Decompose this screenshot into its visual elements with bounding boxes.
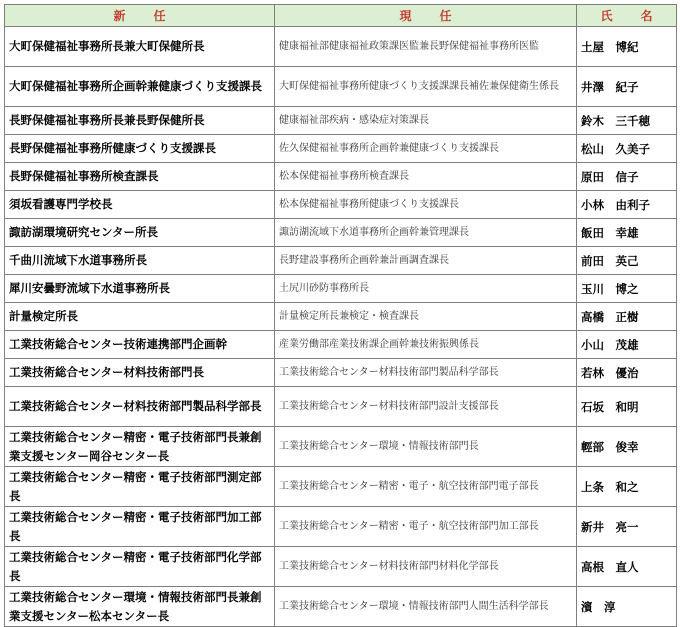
new-post-cell: 犀川安曇野流域下水道事務所長 (5, 275, 275, 303)
new-post-cell: 大町保健福祉事務所長兼大町保健所長 (5, 27, 275, 67)
person-name-cell: 高橋 正樹 (577, 303, 677, 331)
table-row (5, 135, 677, 163)
person-name-cell: 輕部 俊幸 (577, 427, 677, 467)
current-post-cell: 土尻川砂防事務所長 (275, 275, 577, 303)
table-row (5, 163, 677, 191)
table-row (5, 507, 677, 547)
personnel-table (4, 4, 677, 627)
person-name-cell: 鈴木 三千穂 (577, 107, 677, 135)
header-new-post: 新 任 (5, 5, 275, 27)
current-post-cell: 工業技術総合センター精密・電子・航空技術部門電子部長 (275, 467, 577, 507)
table-row (5, 275, 677, 303)
new-post-cell: 工業技術総合センター精密・電子技術部門測定部長 (5, 467, 275, 507)
current-post-cell: 松本保健福祉事務所検査課長 (275, 163, 577, 191)
person-name-cell: 小林 由利子 (577, 191, 677, 219)
table-body (5, 27, 677, 627)
header-current-post: 現 任 (275, 5, 577, 27)
person-name-cell: 飯田 幸雄 (577, 219, 677, 247)
person-name-cell: 前田 英己 (577, 247, 677, 275)
person-name-cell: 松山 久美子 (577, 135, 677, 163)
current-post-cell: 大町保健福祉事務所健康づくり支援課課長補佐兼保健衛生係長 (275, 67, 577, 107)
new-post-cell: 長野保健福祉事務所長兼長野保健所長 (5, 107, 275, 135)
person-name-cell: 小山 茂雄 (577, 331, 677, 359)
table-row (5, 427, 677, 467)
person-name-cell: 石坂 和明 (577, 387, 677, 427)
current-post-cell: 健康福祉部健康福祉政策課医監兼長野保健福祉事務所医監 (275, 27, 577, 67)
new-post-cell: 工業技術総合センター精密・電子技術部門長兼創業支援センター岡谷センター長 (5, 427, 275, 467)
new-post-cell: 工業技術総合センター材料技術部門長 (5, 359, 275, 387)
header-name: 氏 名 (577, 5, 677, 27)
current-post-cell: 松本保健福祉事務所健康づくり支援課長 (275, 191, 577, 219)
current-post-cell: 佐久保健福祉事務所企画幹兼健康づくり支援課長 (275, 135, 577, 163)
current-post-cell: 諏訪湖流域下水道事務所企画幹兼管理課長 (275, 219, 577, 247)
current-post-cell: 工業技術総合センター環境・情報技術部門長 (275, 427, 577, 467)
table-row (5, 107, 677, 135)
current-post-cell: 工業技術総合センター環境・情報技術部門人間生活科学部長 (275, 587, 577, 627)
current-post-cell: 工業技術総合センター精密・電子・航空技術部門加工部長 (275, 507, 577, 547)
current-post-cell: 計量検定所長兼検定・検査課長 (275, 303, 577, 331)
new-post-cell: 長野保健福祉事務所検査課長 (5, 163, 275, 191)
new-post-cell: 長野保健福祉事務所健康づくり支援課長 (5, 135, 275, 163)
table-row (5, 219, 677, 247)
table-row (5, 67, 677, 107)
new-post-cell: 大町保健福祉事務所企画幹兼健康づくり支援課長 (5, 67, 275, 107)
table-row (5, 27, 677, 67)
person-name-cell: 高根 直人 (577, 547, 677, 587)
current-post-cell: 長野建設事務所企画幹兼計画調査課長 (275, 247, 577, 275)
new-post-cell: 工業技術総合センター精密・電子技術部門加工部長 (5, 507, 275, 547)
person-name-cell: 若林 優治 (577, 359, 677, 387)
new-post-cell: 工業技術総合センター精密・電子技術部門化学部長 (5, 547, 275, 587)
new-post-cell: 計量検定所長 (5, 303, 275, 331)
table-row (5, 247, 677, 275)
person-name-cell: 玉川 博之 (577, 275, 677, 303)
table-row (5, 331, 677, 359)
current-post-cell: 健康福祉部疾病・感染症対策課長 (275, 107, 577, 135)
current-post-cell: 工業技術総合センター材料技術部門材料化学部長 (275, 547, 577, 587)
new-post-cell: 工業技術総合センター環境・情報技術部門長兼創業支援センター松本センター長 (5, 587, 275, 627)
table-row (5, 587, 677, 627)
table-row (5, 387, 677, 427)
table-row (5, 191, 677, 219)
current-post-cell: 産業労働部産業技術課企画幹兼技術振興係長 (275, 331, 577, 359)
new-post-cell: 千曲川流域下水道事務所長 (5, 247, 275, 275)
header-row (5, 5, 677, 27)
person-name-cell: 土屋 博紀 (577, 27, 677, 67)
person-name-cell: 原田 信子 (577, 163, 677, 191)
current-post-cell: 工業技術総合センター材料技術部門設計支援部長 (275, 387, 577, 427)
person-name-cell: 上条 和之 (577, 467, 677, 507)
person-name-cell: 井澤 紀子 (577, 67, 677, 107)
new-post-cell: 諏訪湖環境研究センター所長 (5, 219, 275, 247)
table-row (5, 467, 677, 507)
person-name-cell: 濱 淳 (577, 587, 677, 627)
current-post-cell: 工業技術総合センター材料技術部門製品科学部長 (275, 359, 577, 387)
person-name-cell: 新井 亮一 (577, 507, 677, 547)
new-post-cell: 工業技術総合センター技術連携部門企画幹 (5, 331, 275, 359)
table-row (5, 303, 677, 331)
table-row (5, 359, 677, 387)
new-post-cell: 須坂看護専門学校長 (5, 191, 275, 219)
new-post-cell: 工業技術総合センター材料技術部門製品科学部長 (5, 387, 275, 427)
